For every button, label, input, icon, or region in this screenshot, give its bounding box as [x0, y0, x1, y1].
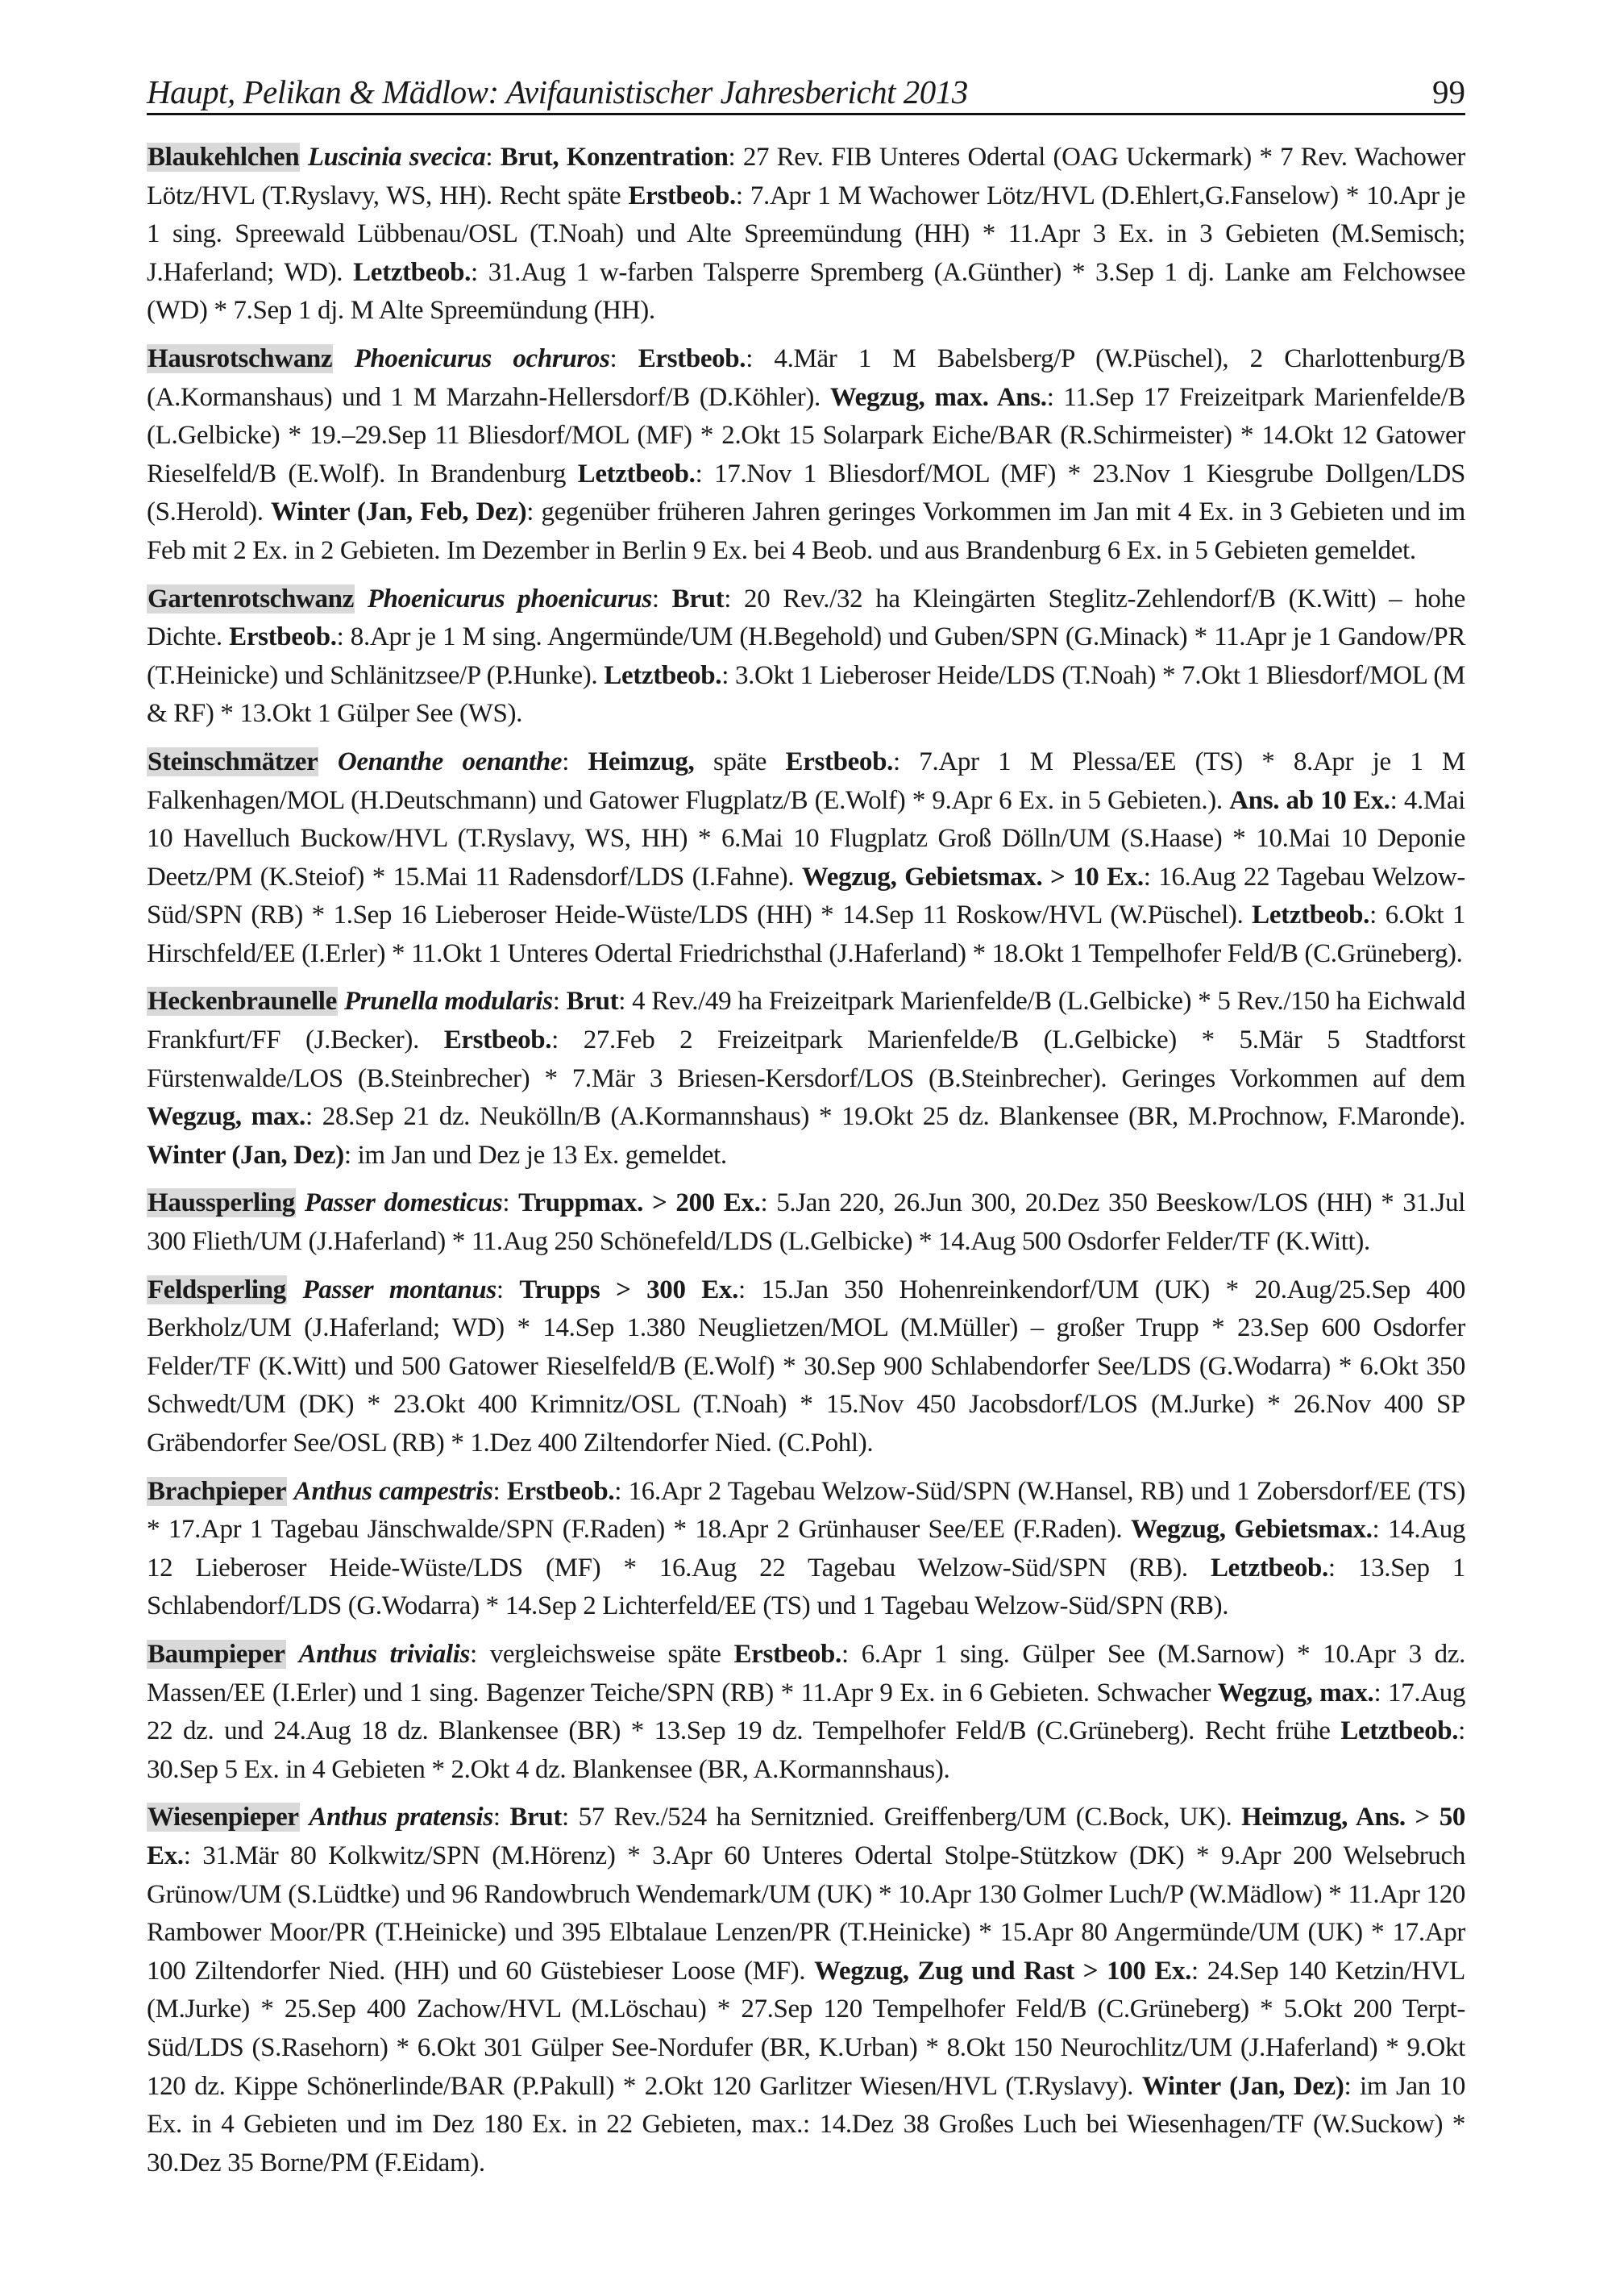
body-text: : 20 Rev./32 ha Kleingärten Steglitz-Zehlendorf/B (K.Witt) – hohe Dichte.: [147, 584, 1466, 652]
bold-keyword: Letztbeob.: [604, 660, 722, 690]
latin-name: Anthus campestris: [293, 1476, 493, 1506]
species-name: Baumpieper: [147, 1639, 285, 1669]
body-text: :: [562, 747, 588, 776]
body-text: [300, 143, 308, 172]
body-text: :: [492, 1803, 510, 1832]
latin-name: Prunella modularis: [343, 987, 553, 1017]
bold-keyword: Heimzug, Ans. > 50 Ex.: [147, 1803, 1466, 1870]
body-text: :: [485, 143, 501, 172]
species-entry-wiesenpieper: [147, 1799, 1465, 2182]
bold-keyword: Wegzug, max. Ans.: [829, 382, 1047, 412]
bold-keyword: Wegzug, Gebietsmax.: [1130, 1515, 1373, 1545]
species-entry-haussperling: [147, 1184, 1465, 1261]
body-text: : 17.Nov 1 Bliesdorf/MOL (MF) * 23.Nov 1 Kiesgrube Dollgen/LDS (S.Herold).: [147, 459, 1465, 527]
bold-keyword: Trupps > 300 Ex.: [519, 1275, 738, 1304]
body-text: : 27.Feb 2 Freizeitpark Marienfelde/B (L.Gelbicke) * 5.Mär 5 Stadtforst Fürstenwalde/LOS (B.Steinbrecher) * 7.Mär 3 Briesen-Kersdorf/LOS (B.Steinbrecher). Geringes Vorkommen auf dem: [147, 1025, 1465, 1093]
body-text: : 31.Aug 1 w-farben Talsperre Spremberg (A.Günther) * 3.Sep 1 dj. Lanke am Felchowsee (WD) * 7.Sep 1 dj. M Alte Spreemündung (HH).: [147, 257, 1465, 326]
species-name: Heckenbraunelle: [147, 987, 337, 1017]
body-text: : 13.Sep 1 Schlabendorf/LDS (G.Wodarra) * 14.Sep 2 Lichterfeld/EE (TS) und 1 Tagebau Welzow-Süd/SPN (RB).: [147, 1553, 1465, 1621]
page-number: 99: [1432, 73, 1465, 110]
body-text: [300, 1803, 310, 1832]
bold-keyword: Truppmax. > 200 Ex.: [518, 1188, 761, 1218]
bold-keyword: Erstbeob.: [733, 1639, 841, 1669]
species-name: Feldsperling: [147, 1275, 286, 1304]
body-text: [286, 1640, 299, 1669]
body-text: : 4.Mär 1 M Babelsberg/P (W.Püschel), 2 Charlottenburg/B (A.Kormanshaus) und 1 M Marzahn-Hellersdorf/B (D.Köhler).: [147, 343, 1465, 412]
body-text: : gegenüber früheren Jahren geringes Vorkommen im Jan mit 4 Ex. in 3 Gebieten und im Feb mit 2 Ex. in 2 Gebieten. Im Dezember in Berlin 9 Ex. bei 4 Beob. und aus Brandenburg 6 Ex. in 5 Gebieten gemeldet.: [147, 497, 1465, 565]
body-text: : 24.Sep 140 Ketzin/HVL (M.Jurke) * 25.Sep 400 Zachow/HVL (M.Löschau) * 27.Sep 120 Tempelhofer Feld/B (C.Grüneberg) * 5.Okt 200 Terpt-Süd/LDS (S.Rasehorn) * 6.Okt 301 Gülper See-Nordufer (BR, K.Urban) * 8.Okt 150 Neurochlitz/UM (J.Haferland) * 9.Okt 120 dz. Kippe Schönerlinde/BAR (P.Pakull) * 2.Okt 120 Garlitzer Wiesen/HVL (T.Ryslavy).: [147, 1956, 1465, 2101]
running-header: [147, 64, 1465, 111]
bold-keyword: Erstbeob.: [638, 343, 746, 373]
species-name: Brachpieper: [147, 1476, 287, 1506]
body-text: [287, 1275, 303, 1304]
body-text: [333, 344, 354, 373]
body-text: : 4.Mai 10 Havelluch Buckow/HVL (T.Ryslavy, WS, HH) * 6.Mai 10 Flugplatz Groß Dölln/UM (S.Haase) * 10.Mai 10 Deponie Deetz/PM (K.Steiof) * 15.Mai 11 Radensdorf/LDS (I.Fahne).: [147, 785, 1465, 892]
species-name: Haussperling: [147, 1188, 295, 1218]
running-title: Haupt, Pelikan & Mädlow: Avifaunistischer Jahresbericht 2013: [147, 73, 968, 110]
latin-name: Oenanthe oenanthe: [337, 747, 563, 776]
body-text: : 6.Okt 1 Hirschfeld/EE (I.Erler) * 11.Okt 1 Unteres Odertal Friedrichsthal (J.Haferland) * 18.Okt 1 Tempelhofer Feld/B (C.Grüneberg).: [147, 901, 1465, 968]
bold-keyword: Brut: [566, 987, 619, 1017]
bold-keyword: Erstbeob.: [506, 1476, 615, 1506]
bold-keyword: Wegzug, Gebietsmax. > 10 Ex.: [801, 862, 1144, 892]
latin-name: Anthus pratensis: [309, 1803, 493, 1832]
bold-keyword: Winter (Jan, Dez): [1141, 2071, 1344, 2101]
species-name: Gartenrotschwanz: [147, 584, 354, 614]
body-text: : im Jan 10 Ex. in 4 Gebieten und im Dez 180 Ex. in 22 Gebieten, max.: 14.Dez 38 Großes Luch bei Wiesenhagen/TF (W.Suckow) * 30.Dez 35 Borne/PM (F.Eidam).: [147, 2071, 1465, 2177]
body-text: [287, 1477, 294, 1506]
latin-name: Phoenicurus phoenicurus: [367, 584, 652, 614]
body-text: : vergleichsweise späte: [470, 1639, 734, 1669]
header-rule: [147, 113, 1465, 115]
body-text: :: [552, 987, 567, 1017]
body-text: : 16.Apr 2 Tagebau Welzow-Süd/SPN (W.Hansel, RB) und 1 Zobersdorf/EE (TS) * 17.Apr 1 Tagebau Jänschwalde/SPN (F.Raden) * 18.Apr 2 Grünhauser See/EE (F.Raden).: [147, 1476, 1466, 1545]
body-text: : 14.Aug 12 Lieberoser Heide-Wüste/LDS (MF) * 16.Aug 22 Tagebau Welzow-Süd/SPN (RB).: [147, 1515, 1465, 1583]
body-text: : 17.Aug 22 dz. und 24.Aug 18 dz. Blankensee (BR) * 13.Sep 19 dz. Tempelhofer Feld/B (C.Grüneberg). Recht frühe: [147, 1678, 1465, 1746]
body-text: [318, 747, 338, 776]
species-entry-blaukehlchen: [147, 139, 1465, 331]
body-text: [355, 584, 368, 614]
species-entry-brachpieper: [147, 1473, 1465, 1626]
species-entry-steinschmätzer: [147, 743, 1465, 974]
bold-keyword: Wegzug, max.: [1217, 1678, 1374, 1707]
body-text: : 7.Apr 1 M Wachower Lötz/HVL (D.Ehlert,G.Fanselow) * 10.Apr je 1 sing. Spreewald Lübbenau/OSL (T.Noah) und Alte Spreemündung (HH) * 11.Apr 3 Ex. in 3 Gebieten (M.Semisch; J.Haferland; WD).: [147, 181, 1465, 287]
bold-keyword: Letztbeob.: [353, 257, 472, 287]
bold-keyword: Brut, Konzentration: [500, 143, 729, 172]
body-text: :: [502, 1188, 519, 1218]
bold-keyword: Brut: [509, 1803, 563, 1832]
latin-name: Luscinia svecica: [307, 143, 486, 172]
body-text: : 30.Sep 5 Ex. in 4 Gebieten * 2.Okt 4 dz. Blankensee (BR, A.Kormannshaus).: [147, 1716, 1465, 1784]
bold-keyword: Letztbeob.: [1252, 901, 1370, 930]
body-text: : 11.Sep 17 Freizeitpark Marienfelde/B (L.Gelbicke) * 19.–29.Sep 11 Bliesdorf/MOL (MF) * 2.Okt 15 Solarpark Eiche/BAR (R.Schirmeister) * 14.Okt 12 Gatower Rieselfeld/B (E.Wolf). In Brandenburg: [147, 382, 1465, 489]
species-entry-baumpieper: [147, 1636, 1465, 1789]
bold-keyword: Winter (Jan, Feb, Dez): [271, 497, 527, 527]
body-text: :: [609, 343, 638, 373]
body-text: : 5.Jan 220, 26.Jun 300, 20.Dez 350 Beeskow/LOS (HH) * 31.Jul 300 Flieth/UM (J.Haferland) * 11.Aug 250 Schönefeld/LDS (L.Gelbicke) * 14.Aug 500 Osdorfer Felder/TF (K.Witt).: [147, 1188, 1465, 1257]
latin-name: Passer domesticus: [304, 1188, 503, 1218]
bold-keyword: Erstbeob.: [443, 1025, 552, 1055]
bold-keyword: Winter (Jan, Dez): [147, 1140, 344, 1170]
bold-keyword: Letztbeob.: [1340, 1716, 1459, 1746]
species-name: Blaukehlchen: [147, 143, 300, 172]
species-entry-feldsperling: [147, 1271, 1465, 1463]
bold-keyword: Letztbeob.: [577, 459, 696, 489]
bold-keyword: Erstbeob.: [785, 747, 893, 776]
bold-keyword: Brut: [671, 584, 725, 614]
species-name: Hausrotschwanz: [147, 343, 333, 373]
body-text: : 6.Apr 1 sing. Gülper See (M.Sarnow) * 10.Apr 3 dz. Massen/EE (I.Erler) und 1 sing. Bagenzer Teiche/SPN (RB) * 11.Apr 9 Ex. in 6 Gebieten. Schwacher: [147, 1639, 1465, 1707]
species-name: Steinschmätzer: [147, 747, 318, 776]
body-text: : 28.Sep 21 dz. Neukölln/B (A.Kormannshaus) * 19.Okt 25 dz. Blankensee (BR, M.Prochnow, F.Maronde).: [305, 1102, 1465, 1132]
species-entry-hausrotschwanz: [147, 340, 1465, 571]
body-text: : 4 Rev./49 ha Freizeitpark Marienfelde/B (L.Gelbicke) * 5 Rev./150 ha Eichwald Frankfurt/FF (J.Becker).: [147, 987, 1466, 1055]
species-entry-heckenbraunelle: [147, 983, 1465, 1175]
body-text: : im Jan und Dez je 13 Ex. gemeldet.: [343, 1140, 727, 1170]
body-text: : 57 Rev./524 ha Sernitznied. Greiffenberg/UM (C.Bock, UK).: [562, 1803, 1242, 1832]
bold-keyword: Erstbeob.: [229, 622, 337, 652]
body-text: : 3.Okt 1 Lieberoser Heide/LDS (T.Noah) * 7.Okt 1 Bliesdorf/MOL (M & RF) * 13.Okt 1 Gülper See (WS).: [147, 660, 1465, 729]
bold-keyword: Heimzug,: [588, 747, 695, 776]
body-text: : 8.Apr je 1 M sing. Angermünde/UM (H.Begehold) und Guben/SPN (G.Minack) * 11.Apr je 1 Gandow/PR (T.Heinicke) und Schlänitzsee/P (P.Hunke).: [147, 622, 1466, 690]
body-text: : 15.Jan 350 Hohenreinkendorf/UM (UK) * 20.Aug/25.Sep 400 Berkholz/UM (J.Haferland; WD) * 14.Sep 1.380 Neuglietzen/MOL (M.Müller) – großer Trupp * 23.Sep 600 Osdorfer Felder/TF (K.Witt) und 500 Gatower Rieselfeld/B (E.Wolf) * 30.Sep 900 Schlabendorfer See/LDS (G.Wodarra) * 6.Okt 350 Schwedt/UM (DK) * 23.Okt 400 Krimnitz/OSL (T.Noah) * 15.Nov 450 Jacobsdorf/LOS (M.Jurke) * 26.Nov 400 SP Gräbendorfer See/OSL (RB) * 1.Dez 400 Ziltendorfer Nied. (C.Pohl).: [147, 1275, 1466, 1458]
body-text: [296, 1188, 305, 1217]
body-text: späte: [694, 747, 786, 776]
document-body: [147, 139, 1465, 2192]
latin-name: Phoenicurus ochruros: [354, 343, 610, 373]
body-text: : 31.Mär 80 Kolkwitz/SPN (M.Hörenz) * 3.Apr 60 Unteres Odertal Stolpe-Stützkow (DK) * 9.Apr 200 Welsebruch Grünow/UM (S.Lüdtke) und 96 Randowbruch Wendemark/UM (UK) * 10.Apr 130 Golmer Luch/P (W.Mädlow) * 11.Apr 120 Rambower Moor/PR (T.Heinicke) und 395 Elbtalaue Lenzen/PR (T.Heinicke) * 15.Apr 80 Angermünde/UM (UK) * 17.Apr 100 Ziltendorfer Nied. (HH) und 60 Güstebieser Loose (MF).: [147, 1841, 1465, 1986]
body-text: : 16.Aug 22 Tagebau Welzow-Süd/SPN (RB) * 1.Sep 16 Lieberoser Heide-Wüste/LDS (HH) * 14.Sep 11 Roskow/HVL (W.Püschel).: [147, 862, 1465, 930]
bold-keyword: Wegzug, max.: [147, 1102, 305, 1132]
bold-keyword: Wegzug, Zug und Rast > 100 Ex.: [814, 1956, 1192, 1986]
body-text: :: [496, 1275, 520, 1304]
bold-keyword: Letztbeob.: [1211, 1553, 1328, 1583]
species-entry-gartenrotschwanz: [147, 580, 1465, 734]
body-text: [338, 987, 344, 1016]
body-text: : 27 Rev. FIB Unteres Odertal (OAG Uckermark) * 7 Rev. Wachower Lötz/HVL (T.Ryslavy, WS, HH). Recht späte: [147, 143, 1465, 210]
body-text: :: [651, 584, 672, 614]
bold-keyword: Ans. ab 10 Ex.: [1229, 785, 1390, 815]
latin-name: Passer montanus: [302, 1275, 496, 1304]
bold-keyword: Erstbeob.: [628, 181, 736, 210]
body-text: :: [492, 1476, 507, 1506]
latin-name: Anthus trivialis: [298, 1639, 471, 1669]
species-name: Wiesenpieper: [147, 1803, 299, 1832]
body-text: : 7.Apr 1 M Plessa/EE (TS) * 8.Apr je 1 M Falkenhagen/MOL (H.Deutschmann) und Gatower Flugplatz/B (E.Wolf) * 9.Apr 6 Ex. in 5 Gebieten.).: [147, 747, 1466, 815]
